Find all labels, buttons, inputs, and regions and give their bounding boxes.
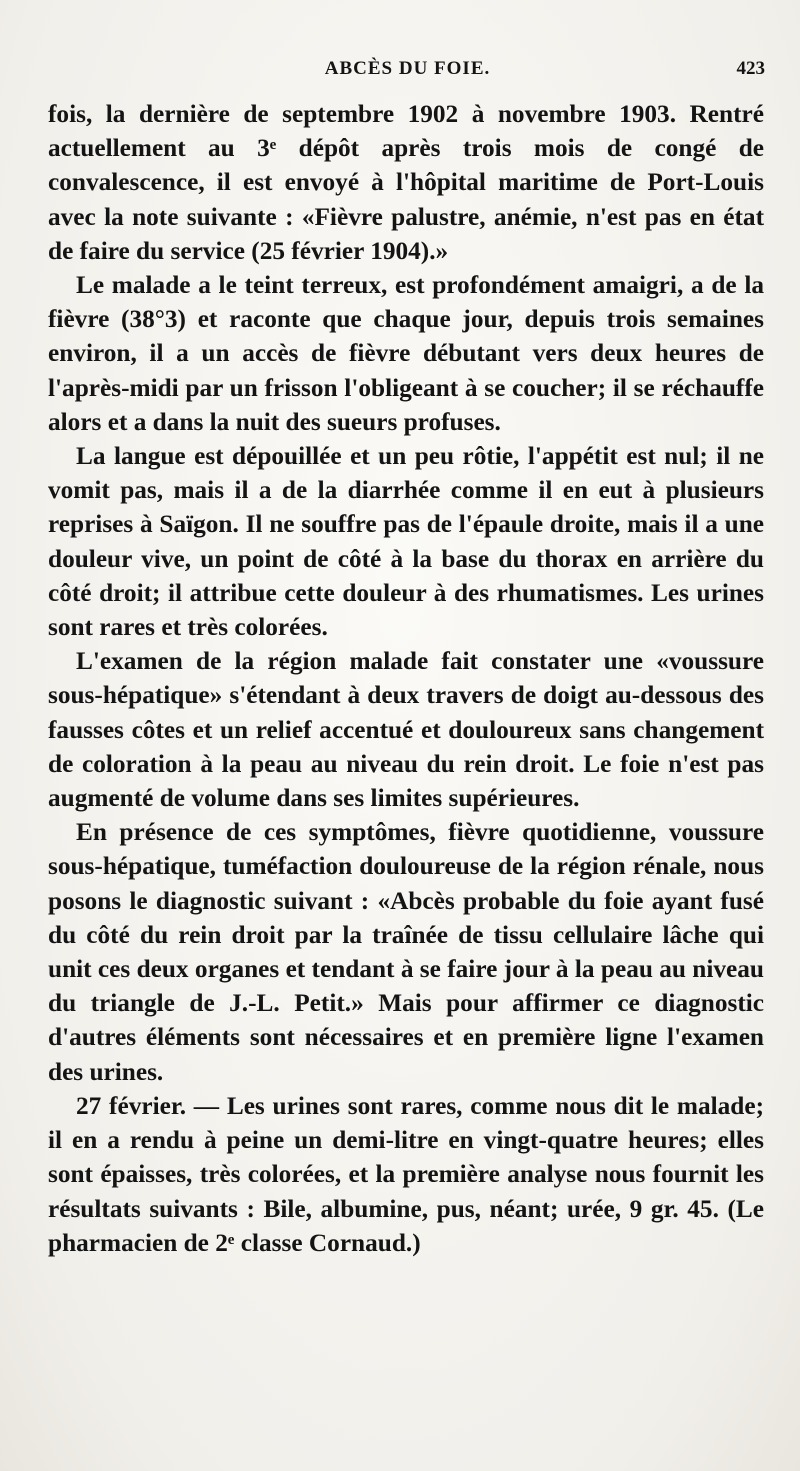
paragraph-patient-state: Le malade a le teint terreux, est profondément amaigri, a de la fièvre (38°3) et raconte que chaque jour, depuis trois semaines environ, il a un accès de fièvre débutant vers deux heures de l'après-midi par un frisson l'obligeant à se coucher; il se réchauffe alors et a dans la nuit des sueurs profuses.	[48, 271, 764, 436]
body-text	[48, 97, 764, 1260]
paragraph-diagnosis: En présence de ces symptômes, fièvre quotidienne, voussure sous-hépatique, tuméfaction douloureuse de la région rénale, nous posons le diagnostic suivant : «Abcès probable du foie ayant fusé du côté du rein droit par la traînée de tissu cellulaire lâche qui unit ces deux organes et tendant à se faire jour à la peau au niveau du triangle de J.-L. Petit.» Mais pour affirmer ce diagnostic d'autres éléments sont nécessaires et en première ligne l'examen des urines.	[48, 818, 764, 1086]
paragraph-examination: L'examen de la région malade fait constater une «voussure sous-hépatique» s'étendant à deux travers de doigt au-dessous des fausses côtes et un relief accentué et douloureux sans changement de coloration à la peau au niveau du rein droit. Le foie n'est pas augmenté de volume dans ses limites supérieures.	[48, 647, 764, 813]
running-head: ABCÈS DU FOIE.	[324, 58, 491, 79]
page-number: 423	[736, 58, 765, 79]
page-header	[50, 58, 765, 88]
paragraph-urine-analysis: 27 février. — Les urines sont rares, comme nous dit le malade; il en a rendu à peine un demi-litre en vingt-quatre heures; elles sont épaisses, très colorées, et la première analyse nous fournit les résultats suivants : Bile, albumine, pus, néant; urée, 9 gr. 45. (Le pharmacien de 2ᵉ classe Cornaud.)	[48, 1091, 764, 1257]
paragraph-symptoms: La langue est dépouillée et un peu rôtie, l'appétit est nul; il ne vomit pas, mais il a de la diarrhée comme il en eut à plusieurs reprises à Saïgon. Il ne souffre pas de l'épaule droite, mais il a une douleur vive, un point de côté à la base du thorax en arrière du côté droit; il attribue cette douleur à des rhumatismes. Les urines sont rares et très colorées.	[48, 442, 764, 642]
paragraph-continuation: fois, la dernière de septembre 1902 à novembre 1903. Rentré actuellement au 3ᵉ dépôt après trois mois de congé de convalescence, il est envoyé à l'hôpital maritime de Port-Louis avec la note suivante : «Fièvre palustre, anémie, n'est pas en état de faire du service (25 février 1904).»	[48, 100, 764, 265]
